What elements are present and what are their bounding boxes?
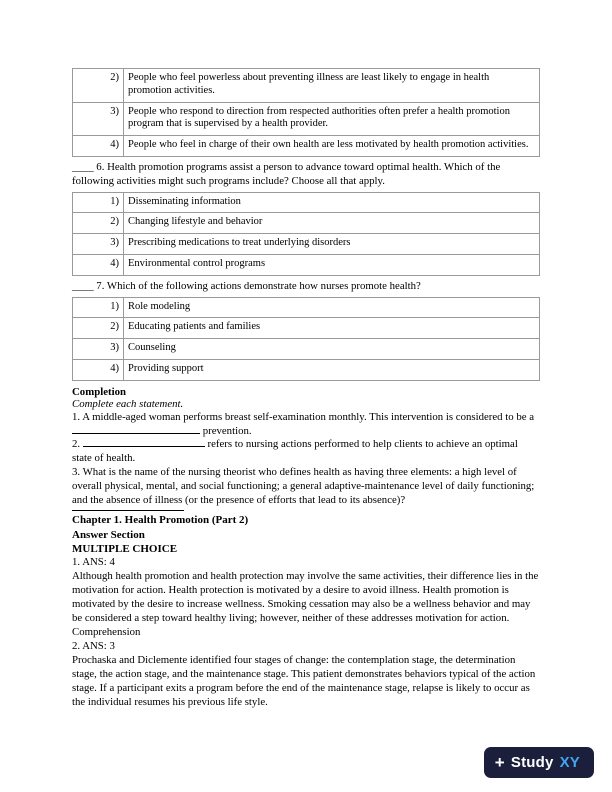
table-row bbox=[73, 339, 540, 360]
chapter-title: Chapter 1. Health Promotion (Part 2) bbox=[72, 514, 249, 527]
option-text: Educating patients and families bbox=[124, 318, 540, 339]
table-row bbox=[73, 234, 540, 255]
multiple-choice-title: MULTIPLE CHOICE bbox=[72, 543, 178, 556]
completion-instruction: Complete each statement. bbox=[72, 397, 184, 410]
question-7-options-table bbox=[72, 297, 540, 381]
option-number: 2) bbox=[73, 213, 124, 234]
studyxy-watermark bbox=[484, 747, 594, 778]
option-text: People who respond to direction from respected authorities often prefer a health promotion program that is supervised by a health provider. bbox=[124, 102, 540, 136]
option-text: Changing lifestyle and behavior bbox=[124, 213, 540, 234]
fill-blank bbox=[83, 439, 205, 448]
answer-1-label: 1. ANS: 4 bbox=[72, 556, 115, 569]
option-number: 1) bbox=[73, 297, 124, 318]
answer-1-tag: Comprehension bbox=[72, 625, 141, 638]
fill-blank bbox=[72, 425, 200, 434]
completion-item-1 bbox=[72, 411, 540, 439]
option-number: 2) bbox=[73, 69, 124, 103]
completion-item-2-post: refers to nursing actions performed to help clients to achieve an optimal state of health. bbox=[72, 438, 518, 465]
option-number: 2) bbox=[73, 318, 124, 339]
option-number: 1) bbox=[73, 192, 124, 213]
table-row bbox=[73, 102, 540, 136]
completion-item-2-pre: 2. bbox=[72, 438, 81, 451]
table-row bbox=[73, 213, 540, 234]
option-text: People who feel powerless about preventing illness are least likely to engage in health promotion activities. bbox=[124, 69, 540, 103]
option-text: Counseling bbox=[124, 339, 540, 360]
table-row bbox=[73, 192, 540, 213]
table-row bbox=[73, 69, 540, 103]
option-number: 4) bbox=[73, 360, 124, 381]
table-row bbox=[73, 297, 540, 318]
option-number: 3) bbox=[73, 234, 124, 255]
answer-section-title: Answer Section bbox=[72, 528, 145, 541]
table-row bbox=[73, 255, 540, 276]
option-number: 4) bbox=[73, 136, 124, 157]
option-text: Prescribing medications to treat underlying disorders bbox=[124, 234, 540, 255]
table-row bbox=[73, 136, 540, 157]
answer-blank-line bbox=[72, 509, 184, 511]
question-6-options-table bbox=[72, 192, 540, 276]
document-content bbox=[72, 68, 540, 710]
completion-item-1-post: prevention. bbox=[202, 424, 252, 437]
option-number: 4) bbox=[73, 255, 124, 276]
question-6-stem: ____ 6. Health promotion programs assist a person to advance toward optimal health. Which of the following activities might such programs include? Choose all that apply. bbox=[72, 160, 501, 187]
answer-1-rationale: Although health promotion and health protection may involve the same activities, their difference lies in the motivation for action. Health protection is motivated by a desire to avoid illness. Health promotion is motivated by the desire to increase wellness. Smoking cessation may also be a wellness behavior and may be considered a step toward healthy living; however, neither of these addresses motivation for action. bbox=[72, 570, 539, 625]
continued-options-table bbox=[72, 68, 540, 157]
table-row bbox=[73, 318, 540, 339]
table-row bbox=[73, 360, 540, 381]
plus-icon: + bbox=[494, 753, 505, 772]
completion-heading: Completion bbox=[72, 385, 126, 398]
answer-2-rationale: Prochaska and Diclemente identified four stages of change: the contemplation stage, the determination stage, the action stage, and the maintenance stage. This patient demonstrates behaviors typical of the action stage. If a participant exits a program before the end of the maintenance stage, relapse is likely to occur as the individual resumes his previous life style. bbox=[72, 653, 536, 708]
question-7-stem: ____ 7. Which of the following actions demonstrate how nurses promote health? bbox=[72, 279, 421, 292]
completion-item-3: 3. What is the name of the nursing theorist who defines health as having three elements: a high level of overall physical, mental, and social functioning; a general adaptive-maintenance level of daily functioning; and the absence of illness (or the presence of efforts that lead to its absence)? bbox=[72, 466, 535, 506]
option-text: People who feel in charge of their own health are less motivated by health promotion activities. bbox=[124, 136, 540, 157]
answer-2-label: 2. ANS: 3 bbox=[72, 639, 115, 652]
option-text: Disseminating information bbox=[124, 192, 540, 213]
completion-item-2 bbox=[72, 438, 540, 466]
option-number: 3) bbox=[73, 339, 124, 360]
option-text: Role modeling bbox=[124, 297, 540, 318]
option-text: Providing support bbox=[124, 360, 540, 381]
watermark-xy-label: XY bbox=[559, 754, 580, 771]
option-number: 3) bbox=[73, 102, 124, 136]
completion-item-1-pre: 1. A middle-aged woman performs breast self-examination monthly. This intervention is considered to be a bbox=[72, 410, 535, 423]
watermark-study-label: Study bbox=[510, 754, 554, 771]
option-text: Environmental control programs bbox=[124, 255, 540, 276]
